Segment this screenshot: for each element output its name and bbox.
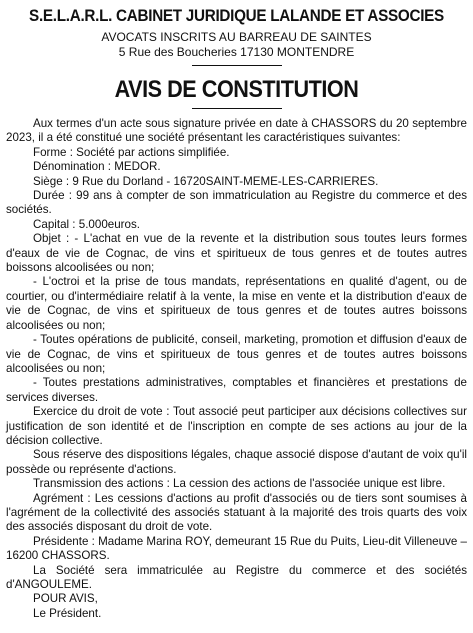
- paragraph: Durée : 99 ans à compter de son immatriculation au Registre du commerce et des sociétés.: [6, 189, 467, 217]
- firm-name: S.E.L.A.R.L. CABINET JURIDIQUE LALANDE ET ASSOCIES: [29, 7, 444, 25]
- paragraph: - L'octroi et la prise de tous mandats, représentations en qualité d'agent, ou de courtier, ou d'intermédiaire relatif à la vente, la mise en vente et la distribution d'eaux de vie de Cognac, de vins et spiritueux de tous genres et de toutes autres boissons alcoolisées ou non;: [6, 275, 467, 332]
- paragraph: Aux termes d'un acte sous signature privée en date à CHASSORS du 20 septembre 2023, il a été constitué une société présentant les caractéristiques suivantes:: [6, 117, 467, 145]
- notice-body: [6, 117, 467, 621]
- paragraph: Objet : - L'achat en vue de la revente et la distribution sous toutes leurs formes d'eaux de vie de Cognac, de vins et spiritueux de tous genres et de toutes autres boissons alcoolisées ou non;: [6, 232, 467, 275]
- divider: [192, 108, 282, 109]
- paragraph: Présidente : Madame Marina ROY, demeurant 15 Rue du Puits, Lieu-dit Villeneuve – 16200 CHASSORS.: [6, 534, 467, 563]
- paragraph: POUR AVIS,: [33, 592, 98, 606]
- paragraph: Le Président.: [33, 606, 102, 620]
- divider: [192, 65, 282, 66]
- paragraph: Transmission des actions : La cession des actions de l'associée unique est libre.: [33, 477, 446, 491]
- paragraph: Siège : 9 Rue du Dorland - 16720SAINT-MEME-LES-CARRIERES.: [33, 174, 379, 188]
- paragraph: Capital : 5.000euros.: [33, 217, 140, 231]
- firm-address: 5 Rue des Boucheries 17130 MONTENDRE: [118, 45, 355, 59]
- paragraph: - Toutes opérations de publicité, conseil, marketing, promotion et diffusion d'eaux de vie de Cognac, de vins et spiritueux de tous genres et de toutes autres boissons alcoolisées ou non;: [6, 333, 467, 375]
- paragraph: Forme : Société par actions simplifiée.: [33, 145, 230, 159]
- paragraph: La Société sera immatriculée au Registre du commerce et des sociétés d'ANGOULEME.: [6, 563, 467, 591]
- notice-title: AVIS DE CONSTITUTION: [114, 76, 359, 103]
- paragraph: - Toutes prestations administratives, comptables et financières et prestations de services diverses.: [6, 376, 467, 404]
- paragraph: Dénomination : MEDOR.: [33, 160, 161, 174]
- firm-bar-line: AVOCATS INSCRITS AU BARREAU DE SAINTES: [101, 30, 372, 44]
- paragraph: Sous réserve des dispositions légales, chaque associé dispose d'autant de voix qu'il possède ou représente d'actions.: [6, 448, 467, 476]
- paragraph: Agrément : Les cessions d'actions au profit d'associés ou de tiers sont soumises à l'agrément de la collectivité des associés statuant à la majorité des trois quarts des voix des associés disposant du droit de vote.: [6, 491, 467, 534]
- paragraph: Exercice du droit de vote : Tout associé peut participer aux décisions collectives sur justification de son identité et de l'inscription en compte de ses actions au jour de la décision collective.: [6, 405, 467, 447]
